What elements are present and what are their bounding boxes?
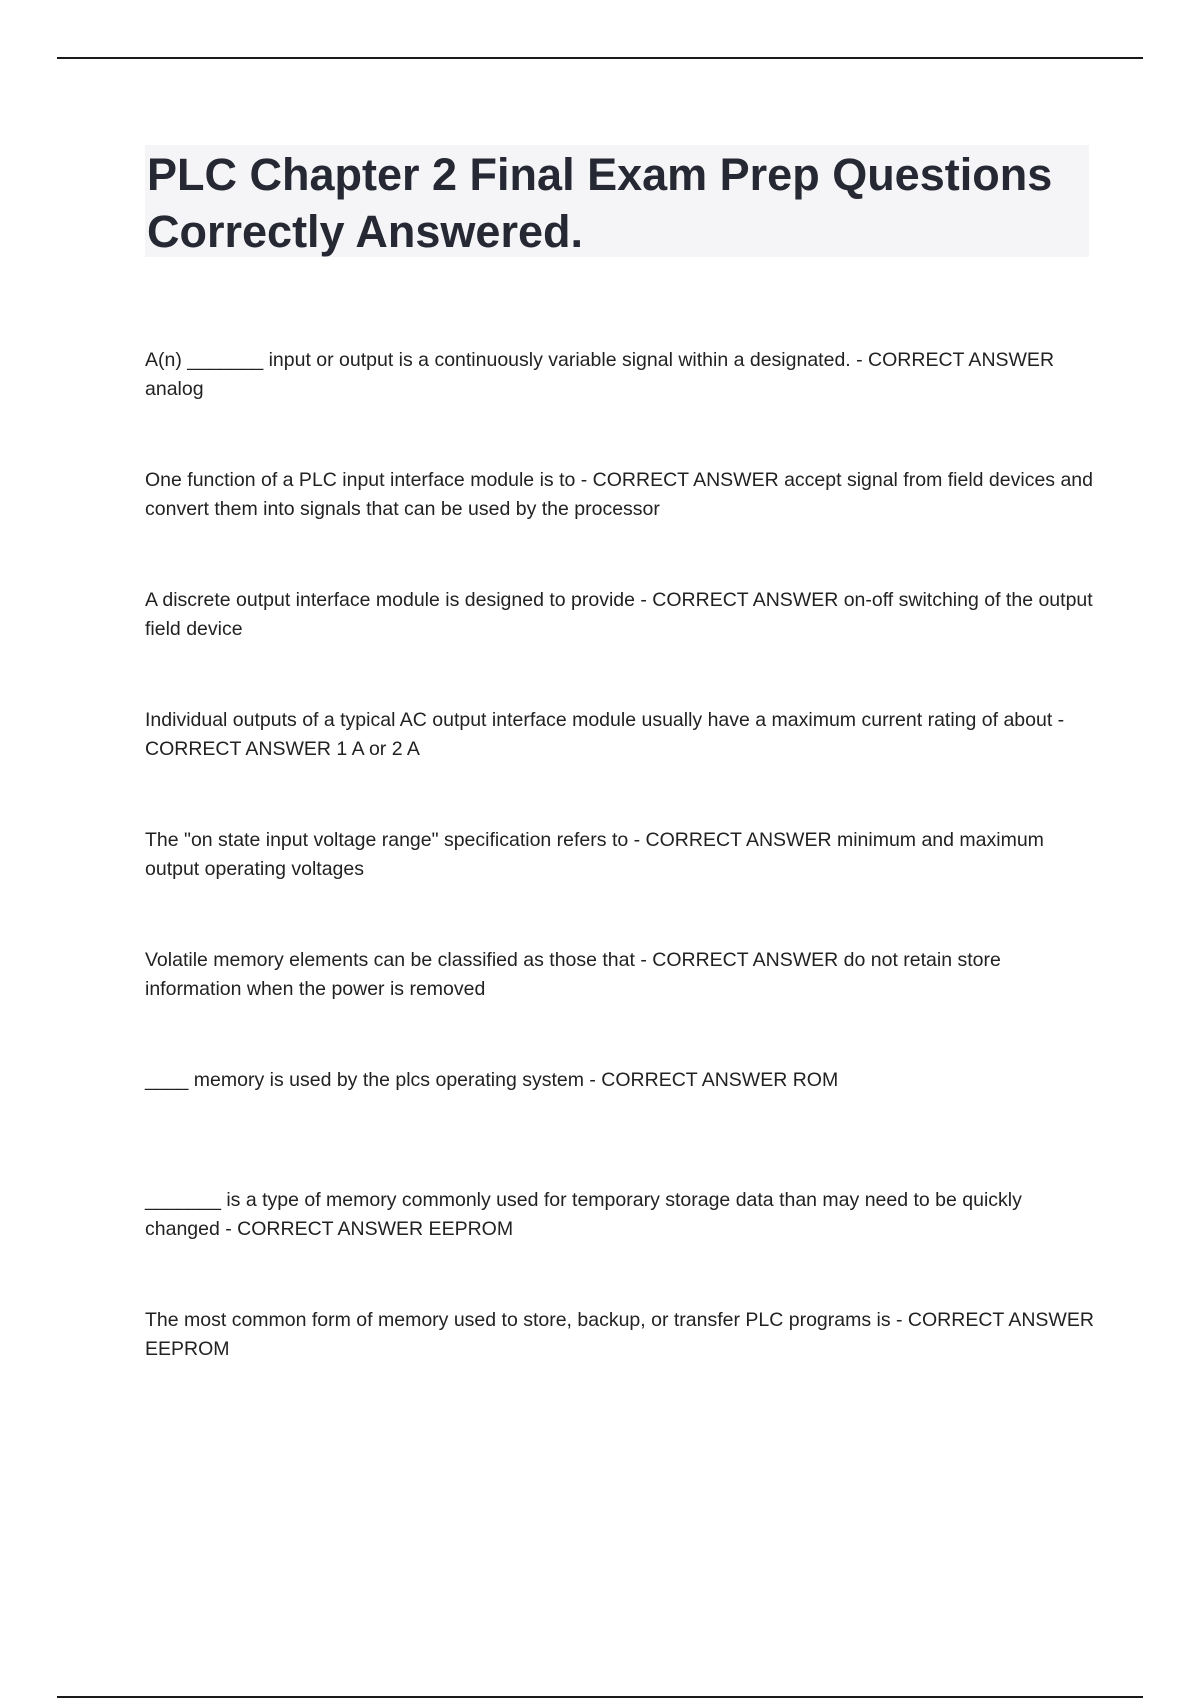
qa-item: The "on state input voltage range" specification refers to - CORRECT ANSWER minimum and maximum output operating voltages [145,829,1044,880]
qa-list [145,346,1095,1426]
qa-item: One function of a PLC input interface module is to - CORRECT ANSWER accept signal from field devices and convert them into signals that can be used by the processor [145,469,1093,520]
header-rule [57,57,1143,59]
page-title: PLC Chapter 2 Final Exam Prep Questions Correctly Answered. [147,149,1053,257]
qa-item: _______ is a type of memory commonly used for temporary storage data than may need to be quickly changed - CORRECT ANSWER EEPROM [145,1189,1022,1240]
qa-item: Individual outputs of a typical AC output interface module usually have a maximum current rating of about - CORRECT ANSWER 1 A or 2 A [145,709,1065,760]
qa-item: ____ memory is used by the plcs operating system - CORRECT ANSWER ROM [145,1069,839,1091]
qa-item: The most common form of memory used to store, backup, or transfer PLC programs is - CORRECT ANSWER EEPROM [145,1309,1094,1360]
footer-rule [57,1696,1143,1698]
qa-item: A discrete output interface module is designed to provide - CORRECT ANSWER on-off switching of the output field device [145,589,1093,640]
qa-item: Volatile memory elements can be classified as those that - CORRECT ANSWER do not retain store information when the power is removed [145,949,1001,1000]
title-block [145,145,1089,257]
qa-item: A(n) _______ input or output is a continuously variable signal within a designated. - CORRECT ANSWER analog [145,349,1055,400]
